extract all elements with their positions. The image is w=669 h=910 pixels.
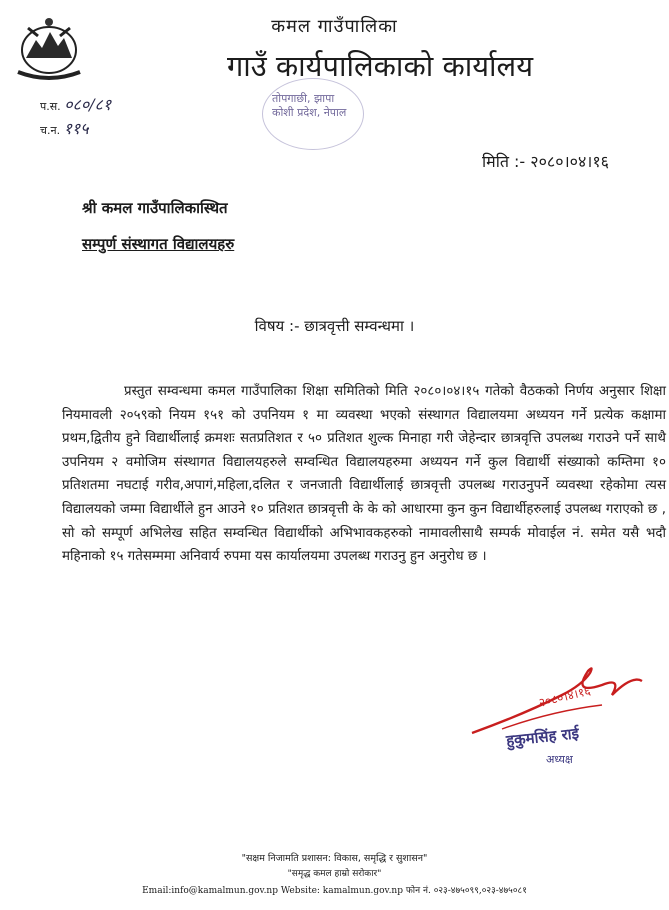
recipient-line-1: श्री कमल गाउँपालिकास्थित xyxy=(82,199,228,217)
ps-label: प.स. xyxy=(40,100,61,113)
stamp-address xyxy=(272,92,346,120)
subject-line: विषय :- छात्रवृत्ती सम्वन्धमा । xyxy=(254,317,415,335)
letter-body: प्रस्तुत सम्वन्धमा कमल गाउँपालिका शिक्षा समितिको मिति २०८०।०४।१५ गतेको वैठकको निर्णय अनुसार शिक्षा नियमावली २०५९को नियम १५१ को उपनियम १ मा व्यवस्था भएको संस्थागत विद्यालयमा अध्ययन गर्ने प्रत्येक कक्षामा प्रथम,द्वितीय हुने विद्यार्थीलाई क्रमशः सतप्रतिशत र ५० प्रतिशत शुल्क मिनाहा गरी जेहेन्दार छात्रवृत्ति उपलब्ध गराउने पर्ने साथै उपनियम २ वमोजिम संस्थागत विद्यालयहरुले सम्वन्धित विद्यालयहरुमा अध्ययन गर्ने कुल विद्यार्थी संख्याको कम्तिमा १० प्रतिशतमा नघटाई गरीव,अपागं,महिला,दलित र जनजाती विद्यार्थीलाई छात्रवृत्ती उपलब्ध गराउनुपर्ने व्यवस्था रहेकोमा त्यस विद्यालयको जम्मा विद्यार्थीले हुन आउने १० प्रतिशत छात्रवृत्ती के के को आधारमा कुन कुन विद्यार्थीहरुलाई उपलब्ध गराएको छ , सो को सम्पूर्ण अभिलेख सहित सम्वन्धित विद्यार्थीको अभिभावकहरुको नामावलीसाथै सम्पर्क मोवाईल नं. समेत यसै भदौ महिनाको १५ गतेसम्ममा अनिवार्य रुपमा यस कार्यालयमा उपलब्ध गराउनु हुन अनुरोध छ । xyxy=(62,384,666,565)
stamp-line-2: कोशी प्रदेश, नेपाल xyxy=(272,106,347,119)
signatory-name: हुकुमसिंह राई xyxy=(505,724,580,750)
footer-motto-sub: "समृद्ध कमल हाम्रो सरोकार" xyxy=(287,869,382,879)
org-name: कमल गाउँपालिका xyxy=(271,16,398,37)
reference-block xyxy=(40,94,111,142)
cn-value: ११५ xyxy=(63,119,89,138)
cn-label: च.न. xyxy=(40,124,61,137)
recipient-line-2: सम्पुर्ण संस्थागत विद्यालयहरु xyxy=(82,235,235,253)
ps-value: ०८०/८१ xyxy=(64,95,112,114)
footer-contact: Email:info@kamalmun.gov.np Website: kamalmun.gov.np फोन नं. ०२३-४७५०९९,०२३-४७५०८१ xyxy=(142,886,527,896)
footer-motto: "सक्षम निजामति प्रशासन: विकास, समृद्धि र सुशासन" xyxy=(241,853,428,864)
signature-date: २०८०।४।१६ xyxy=(537,683,592,710)
signatory-role: अध्यक्ष xyxy=(546,753,573,766)
stamp-line-1: तोपगाछी, झापा xyxy=(272,92,335,105)
letter-date: मिति :- २०८०।०४।१६ xyxy=(481,152,609,171)
office-name: गाउँ कार्यपालिकाको कार्यालय xyxy=(226,49,534,83)
